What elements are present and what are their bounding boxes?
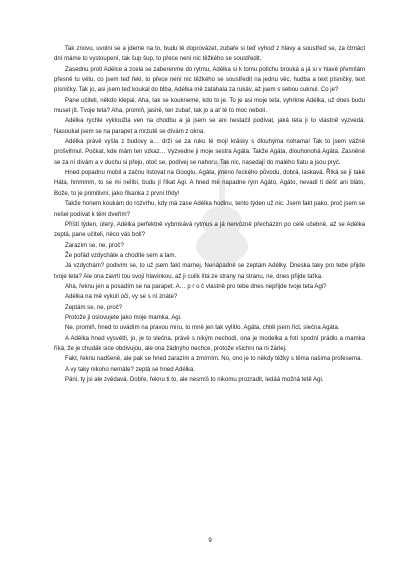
document-page: [54, 44, 365, 385]
page-number: 9: [208, 538, 212, 544]
paragraph: Fakt, řeknu nadšeně, ale pak se hned zarazím a zmírním. No, ono je to někdy těžký s těma našima profesema.: [65, 356, 363, 363]
paragraph: Adélka na mě vykulí oči, vy se s ní znáte?: [65, 294, 178, 301]
paragraph: Zeptám se, ne, proč?: [65, 304, 123, 311]
paragraph: Adélka právě vyšla z budovy a… drží se za ruku té mojí krásky s dlouhýma nohama! Tak to jsem vážně prošvihnul. Počkat, kde mám ten vzkaz… Vyzvedne ji moje sestra Agáta. Takže Agáta, dlouhonohá Agáta. Zasněně se za ní dívám a v duchu si přeju, otoč se, podívej se nahoru. Tak nic, nasedají do malého fiatu a jsou pryč.: [54, 139, 365, 166]
paragraph: Zarazím se, ne, proč?: [65, 242, 124, 249]
paragraph: A Adélka hned vysvětlí, jo, je to slečna, právě s nikým nechodí, ona je modelka a fotí spodní prádlo a mamka říká, že je chudák sice obdivujou, ale ona žádnýho nechce, protože všichni na ni žárlej.: [54, 335, 365, 352]
paragraph: Zasednu proti Adélce a zcela se zaberenme do rytmu, Adélka si k tomu potichu brouká a já si v hlavě přemílám přesně tu větu, co jsem teď řekl, to přece není nic těžkého se soustředit na jednu věc, hudba a text písničky, text písničky. Tak jo, asi jsem teď koukal do blba, Adélka mě zatahala za rukáv, až jsem s sebou cuknul. Co je?: [54, 66, 365, 94]
paragraph: Páni, ty jsi ale zvědavá. Dobře, řeknu ti to, ale nesmíš to nikomu prozradit, ledáá možná tetě Agi.: [65, 377, 324, 383]
paragraph: Že pořád vzdycháte a chodíte sem a tam.: [65, 252, 177, 259]
document-text-body: [54, 44, 365, 385]
paragraph: Příští týden, úterý, Adélka perfektně vybrnkává rytmus a já nervózně přecházím po celé učebně, až se Adélka zeptá, pane učiteli, něco vás bolí?: [54, 221, 365, 239]
paragraph: Adélka rychle vykloužla ven na chodbu a já jsem se ani nestačil podívat, jaká teta ji to vlastně vyzvedá. Nasoukal jsem se na parapet a mrzutě se dívám z okna.: [54, 118, 365, 135]
paragraph: A vy taky nikoho nemáte? zeptá se hned Adélka.: [65, 366, 196, 373]
paragraph: Ne, promiň, hned to uvádím na pravou míru, to mně jen tak vylítlo. Agáta, chtěl jsem říct, slečna Agáta.: [65, 325, 340, 332]
paragraph: Pane učiteli, někdo klepal. Aha, tak se koukneme, kdo to je. To je asi moje teta, vyhrkne Adélka, už dnes budu muset jít. Tvoje teta? Aha, promiň, jasně, ten zubař, tak jo a ať tě to moc nebolí.: [54, 97, 365, 115]
paragraph: Tak znovu, uvolni se a jdeme na to, budu tě doprovázet, zubaře si teď vyhoď z hlavy a soustřeď se, za čtrnáct dní máme to vystoupení, tak šup šup, to přece není nic těžkého se soustředit.: [54, 46, 365, 63]
paragraph: Já vzdychám? podivím se, to už jsem fakt marnej. Nenápadně se zeptám Adélky. Dneska taky pro tebe přijde tvoje teta? Ale ona zavrtí tou svojí hlavinkou, až ji culík lítá ze strany na stranu, ne, dnes přijde taťka.: [54, 263, 365, 280]
paragraph: Aha, řeknu jen a posadím se na parapet. A… p r o č vlastně pro tebe dnes nepřijde tvoje teta Agi?: [65, 283, 327, 290]
paragraph: Protože ji oslovujete jako moje mamka, Agi.: [65, 314, 182, 321]
paragraph: Hned popadnu mobil a začnu listovat na Googlu, Agáta, jméno řeckého původu, dobrá, laskavá. Říká se jí také Háta, hmmmm, to se mi nelíbí, budu jí říkat Agi. A hned mě napadne rým Agáto, Agáto, nevadí ti déšť ani bláto, Bože, to je primitivní, jako říkanka z první třídy!: [54, 170, 365, 197]
paragraph: Takže honem koukám do rozvrhu, kdy má zase Adélka hodinu, tento týden už nic. Jsem fakt pako, proč jsem se nešel podívat k těm dveřím?: [54, 201, 365, 218]
